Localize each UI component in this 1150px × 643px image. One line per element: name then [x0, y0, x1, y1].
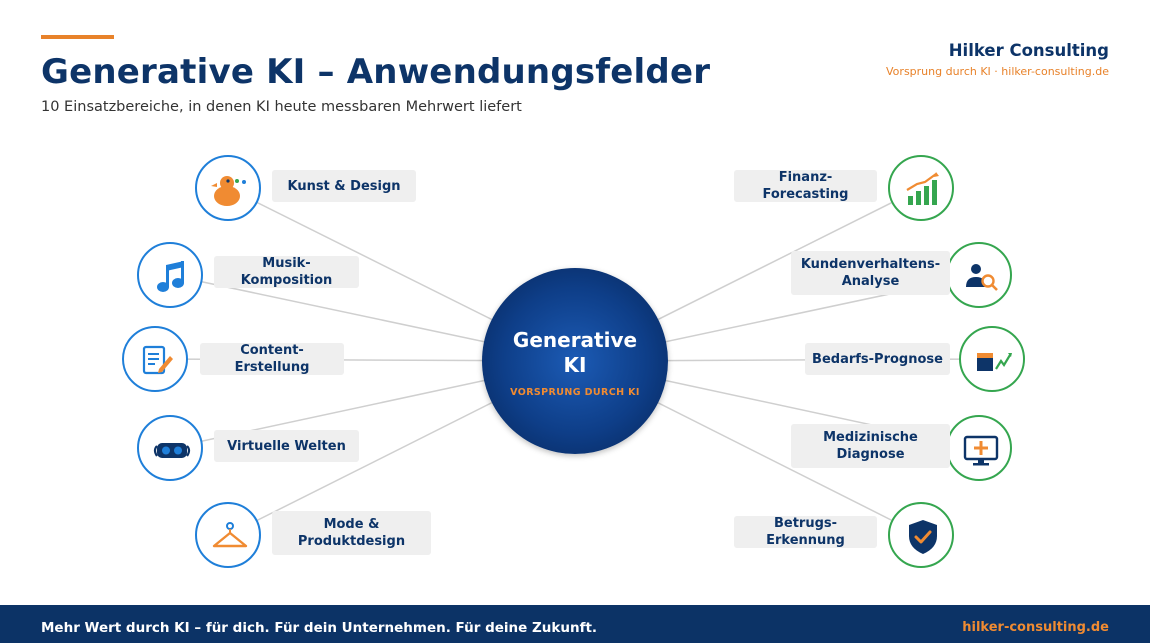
- node-mode-produktdesign[interactable]: [195, 502, 261, 568]
- brand-tagline: Vorsprung durch KI · hilker-consulting.de: [886, 65, 1109, 78]
- hub-circle: [482, 268, 668, 454]
- hub-tagline: VORSPRUNG DURCH KI: [510, 387, 640, 398]
- medical-monitor-icon: [961, 430, 1001, 470]
- document-edit-icon: [137, 341, 177, 381]
- node-musik-komposition[interactable]: [137, 242, 203, 308]
- label-kunst-design: Kunst & Design: [272, 170, 416, 202]
- paint-duck-icon: [210, 170, 250, 210]
- node-kunst-design[interactable]: [195, 155, 261, 221]
- node-finanz-forecasting[interactable]: [888, 155, 954, 221]
- label-medizinische-diagnose: Medizinische Diagnose: [791, 424, 950, 468]
- page-title: Generative KI – Anwendungsfelder: [41, 52, 711, 92]
- label-musik-komposition: Musik-Komposition: [214, 256, 359, 288]
- bar-chart-icon: [903, 170, 943, 210]
- shield-check-icon: [903, 517, 943, 557]
- brand-name: Hilker Consulting: [948, 41, 1109, 60]
- node-content-erstellung[interactable]: [122, 326, 188, 392]
- hub-title: Generative KI: [512, 328, 638, 377]
- page-subtitle: 10 Einsatzbereiche, in denen KI heute messbaren Mehrwert liefert: [41, 99, 522, 115]
- trend-chart-icon: [974, 341, 1014, 381]
- footer-slogan: Mehr Wert durch KI – für dich. Für dein Unternehmen. Für deine Zukunft.: [41, 620, 598, 636]
- label-bedarfs-prognose: Bedarfs-Prognose: [805, 343, 950, 375]
- footer-url[interactable]: hilker-consulting.de: [962, 620, 1109, 635]
- node-medizinische-diagnose[interactable]: [946, 415, 1012, 481]
- label-mode-produktdesign: Mode & Produktdesign: [272, 511, 431, 555]
- label-content-erstellung: Content-Erstellung: [200, 343, 344, 375]
- node-virtuelle-welten[interactable]: [137, 415, 203, 481]
- label-finanz-forecasting: Finanz-Forecasting: [734, 170, 877, 202]
- vr-headset-icon: [152, 430, 192, 470]
- user-search-icon: [961, 257, 1001, 297]
- node-kundenverhaltens-analyse[interactable]: [946, 242, 1012, 308]
- node-betrugs-erkennung[interactable]: [888, 502, 954, 568]
- footer-bar: [0, 605, 1150, 643]
- label-betrugs-erkennung: Betrugs-Erkennung: [734, 516, 877, 548]
- hanger-icon: [210, 517, 250, 557]
- node-bedarfs-prognose[interactable]: [959, 326, 1025, 392]
- label-kundenverhaltens-analyse: Kundenverhaltens- Analyse: [791, 251, 950, 295]
- label-virtuelle-welten: Virtuelle Welten: [214, 430, 359, 462]
- music-note-icon: [152, 257, 192, 297]
